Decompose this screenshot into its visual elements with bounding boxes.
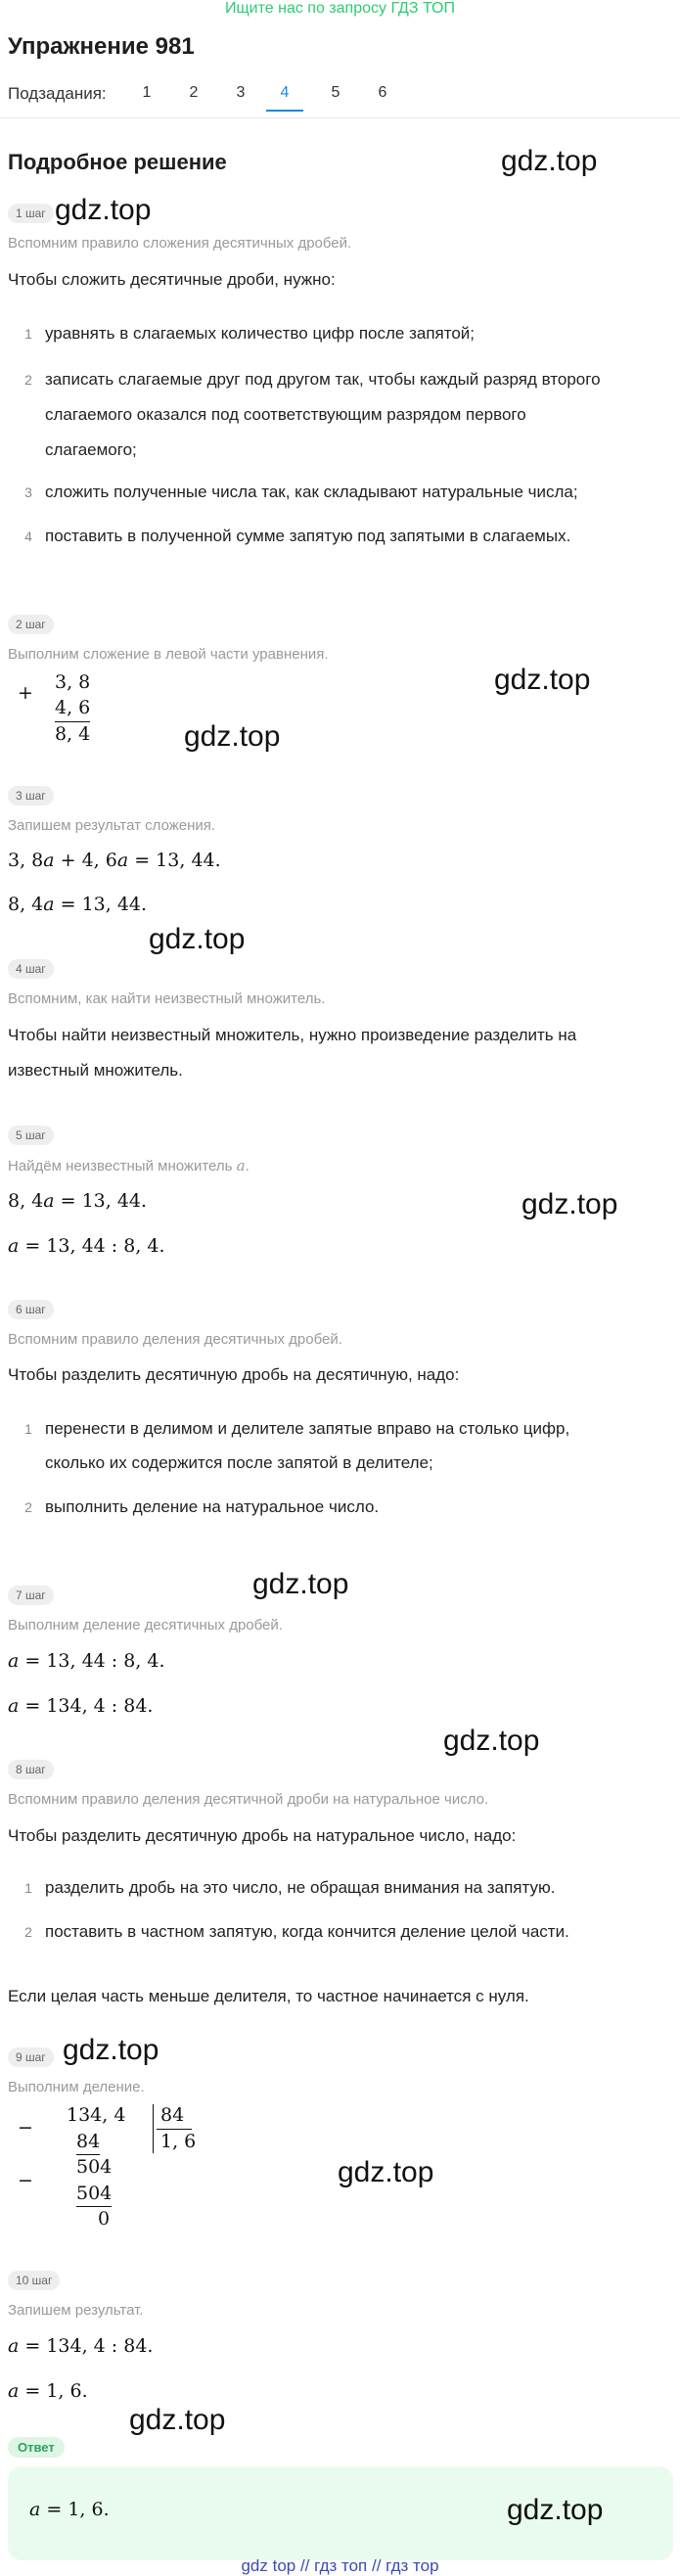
step-caption: Запишем результат сложения. (8, 817, 216, 834)
equation: a = 134, 4 : 84. (8, 2335, 154, 2357)
divisor: 84 (160, 2104, 185, 2126)
addend-2: 4, 6 (55, 697, 91, 718)
step-chip: 7 шаг (8, 1586, 54, 1605)
step-chip: 5 шаг (8, 1126, 54, 1145)
list-item: поставить в частном запятую, когда кончится деление целой части. (45, 1922, 569, 1941)
active-tab-indicator (266, 110, 303, 112)
step-caption: Вспомним правило деления десятичных дробей. (8, 1331, 342, 1348)
step-caption: Выполним деление десятичных дробей. (8, 1617, 283, 1633)
sum: 8, 4 (55, 723, 91, 745)
list-number: 2 (24, 1499, 32, 1515)
tab-5[interactable]: 5 (331, 84, 340, 101)
step-chip: 8 шаг (8, 1760, 54, 1779)
step-note: Если целая часть меньше делителя, то частное начинается с нуля. (8, 1987, 529, 2005)
list-item: выполнить деление на натуральное число. (45, 1497, 380, 1516)
search-hint: Ищите нас по запросу ГДЗ ТОП (225, 0, 455, 17)
list-item: слагаемого; (45, 440, 137, 459)
tab-6[interactable]: 6 (378, 84, 387, 101)
quotient: 1, 6 (160, 2131, 197, 2152)
minus-sign: − (18, 2117, 33, 2139)
step-chip: 3 шаг (8, 786, 54, 805)
list-number: 1 (24, 1421, 32, 1437)
step-text: известный множитель. (8, 1061, 183, 1080)
step-intro: Чтобы сложить десятичные дроби, нужно: (8, 270, 336, 289)
plus-sign: + (18, 682, 33, 704)
list-number: 1 (24, 326, 32, 342)
step-caption: Выполним деление. (8, 2079, 145, 2095)
equation: 3, 8a + 4, 6a = 13, 44. (8, 850, 221, 871)
dividend: 134, 4 (67, 2104, 126, 2126)
list-number: 1 (24, 1880, 32, 1896)
list-number: 2 (24, 372, 32, 388)
watermark: gdz.top (494, 664, 591, 696)
remainder-2: 0 (98, 2208, 111, 2230)
step-chip: 10 шаг (8, 2271, 60, 2290)
subtraction-line (76, 2206, 112, 2207)
minus-sign: − (18, 2170, 33, 2191)
list-number: 2 (24, 1924, 32, 1940)
list-item: перенести в делимом и делителе запятые вправо на столько цифр, (45, 1419, 570, 1438)
list-item: сложить полученные числа так, как складывают натуральные числа; (45, 483, 578, 501)
step-intro: Чтобы разделить десятичную дробь на десятичную, надо: (8, 1365, 460, 1384)
list-item: разделить дробь на это число, не обращая внимания на запятую. (45, 1878, 556, 1897)
watermark: gdz.top (252, 1568, 349, 1600)
watermark: gdz.top (149, 923, 246, 955)
page-title: Упражнение 981 (8, 33, 195, 60)
tab-4[interactable]: 4 (280, 84, 290, 101)
list-item: записать слагаемые друг под другом так, чтобы каждый разряд второго (45, 370, 601, 389)
list-number: 3 (24, 484, 32, 500)
watermark: gdz.top (501, 145, 598, 177)
watermark: gdz.top (443, 1725, 540, 1757)
watermark: gdz.top (338, 2156, 434, 2188)
addend-1: 3, 8 (55, 671, 91, 693)
step-chip: 1 шаг (8, 204, 54, 223)
tabs-divider (0, 117, 680, 118)
list-item: слагаемого оказался под соответствующим разрядом первого (45, 405, 526, 424)
step-intro: Чтобы разделить десятичную дробь на натуральное число, надо: (8, 1826, 517, 1845)
watermark: gdz.top (129, 2404, 226, 2436)
step-caption: Вспомним правило сложения десятичных дробей. (8, 235, 352, 252)
list-number: 4 (24, 529, 32, 544)
list-item: поставить в полученной сумме запятую под запятыми в слагаемых. (45, 527, 571, 545)
watermark: gdz.top (184, 720, 281, 753)
equation: 8, 4a = 13, 44. (8, 1190, 148, 1212)
subtraction-line (76, 2154, 100, 2155)
remainder-1: 504 (76, 2156, 113, 2178)
step-chip: 9 шаг (8, 2047, 54, 2067)
list-item: уравнять в слагаемых количество цифр после запятой; (45, 324, 476, 343)
sum-line (55, 721, 90, 722)
divisor-underline (157, 2129, 192, 2130)
equation: a = 13, 44 : 8, 4. (8, 1650, 165, 1672)
step-caption: Вспомним, как найти неизвестный множитель. (8, 990, 326, 1007)
subtrahend-1: 84 (76, 2131, 101, 2152)
subtasks-label: Подзадания: (8, 84, 107, 103)
division-vertical-line (153, 2104, 154, 2153)
subtrahend-2: 504 (76, 2183, 113, 2204)
equation: 8, 4a = 13, 44. (8, 894, 148, 915)
watermark: gdz.top (507, 2494, 604, 2526)
footer-links[interactable]: gdz top // гдз топ // гдз тор (241, 2556, 439, 2575)
step-caption: Запишем результат. (8, 2302, 144, 2319)
step-chip: 2 шаг (8, 615, 54, 634)
step-chip: 4 шаг (8, 959, 54, 979)
equation: a = 1, 6. (8, 2380, 88, 2402)
watermark: gdz.top (521, 1188, 618, 1220)
watermark: gdz.top (63, 2034, 159, 2066)
step-caption: Найдём неизвестный множитель a. (8, 1157, 249, 1174)
answer-badge: Ответ (8, 2437, 65, 2458)
equation: a = 13, 44 : 8, 4. (8, 1235, 165, 1257)
step-text: Чтобы найти неизвестный множитель, нужно произведение разделить на (8, 1026, 577, 1044)
equation: a = 134, 4 : 84. (8, 1695, 154, 1717)
tab-2[interactable]: 2 (189, 84, 199, 101)
step-caption: Выполним сложение в левой части уравнения. (8, 646, 329, 663)
step-chip: 6 шаг (8, 1300, 54, 1319)
step-caption: Вспомним правило деления десятичной дроби на натуральное число. (8, 1791, 489, 1808)
list-item: сколько их содержится после запятой в делителе; (45, 1453, 433, 1472)
solution-title: Подробное решение (8, 150, 227, 174)
answer-equation: a = 1, 6. (29, 2499, 110, 2520)
watermark: gdz.top (55, 194, 152, 226)
tab-1[interactable]: 1 (142, 84, 152, 101)
tab-3[interactable]: 3 (236, 84, 246, 101)
